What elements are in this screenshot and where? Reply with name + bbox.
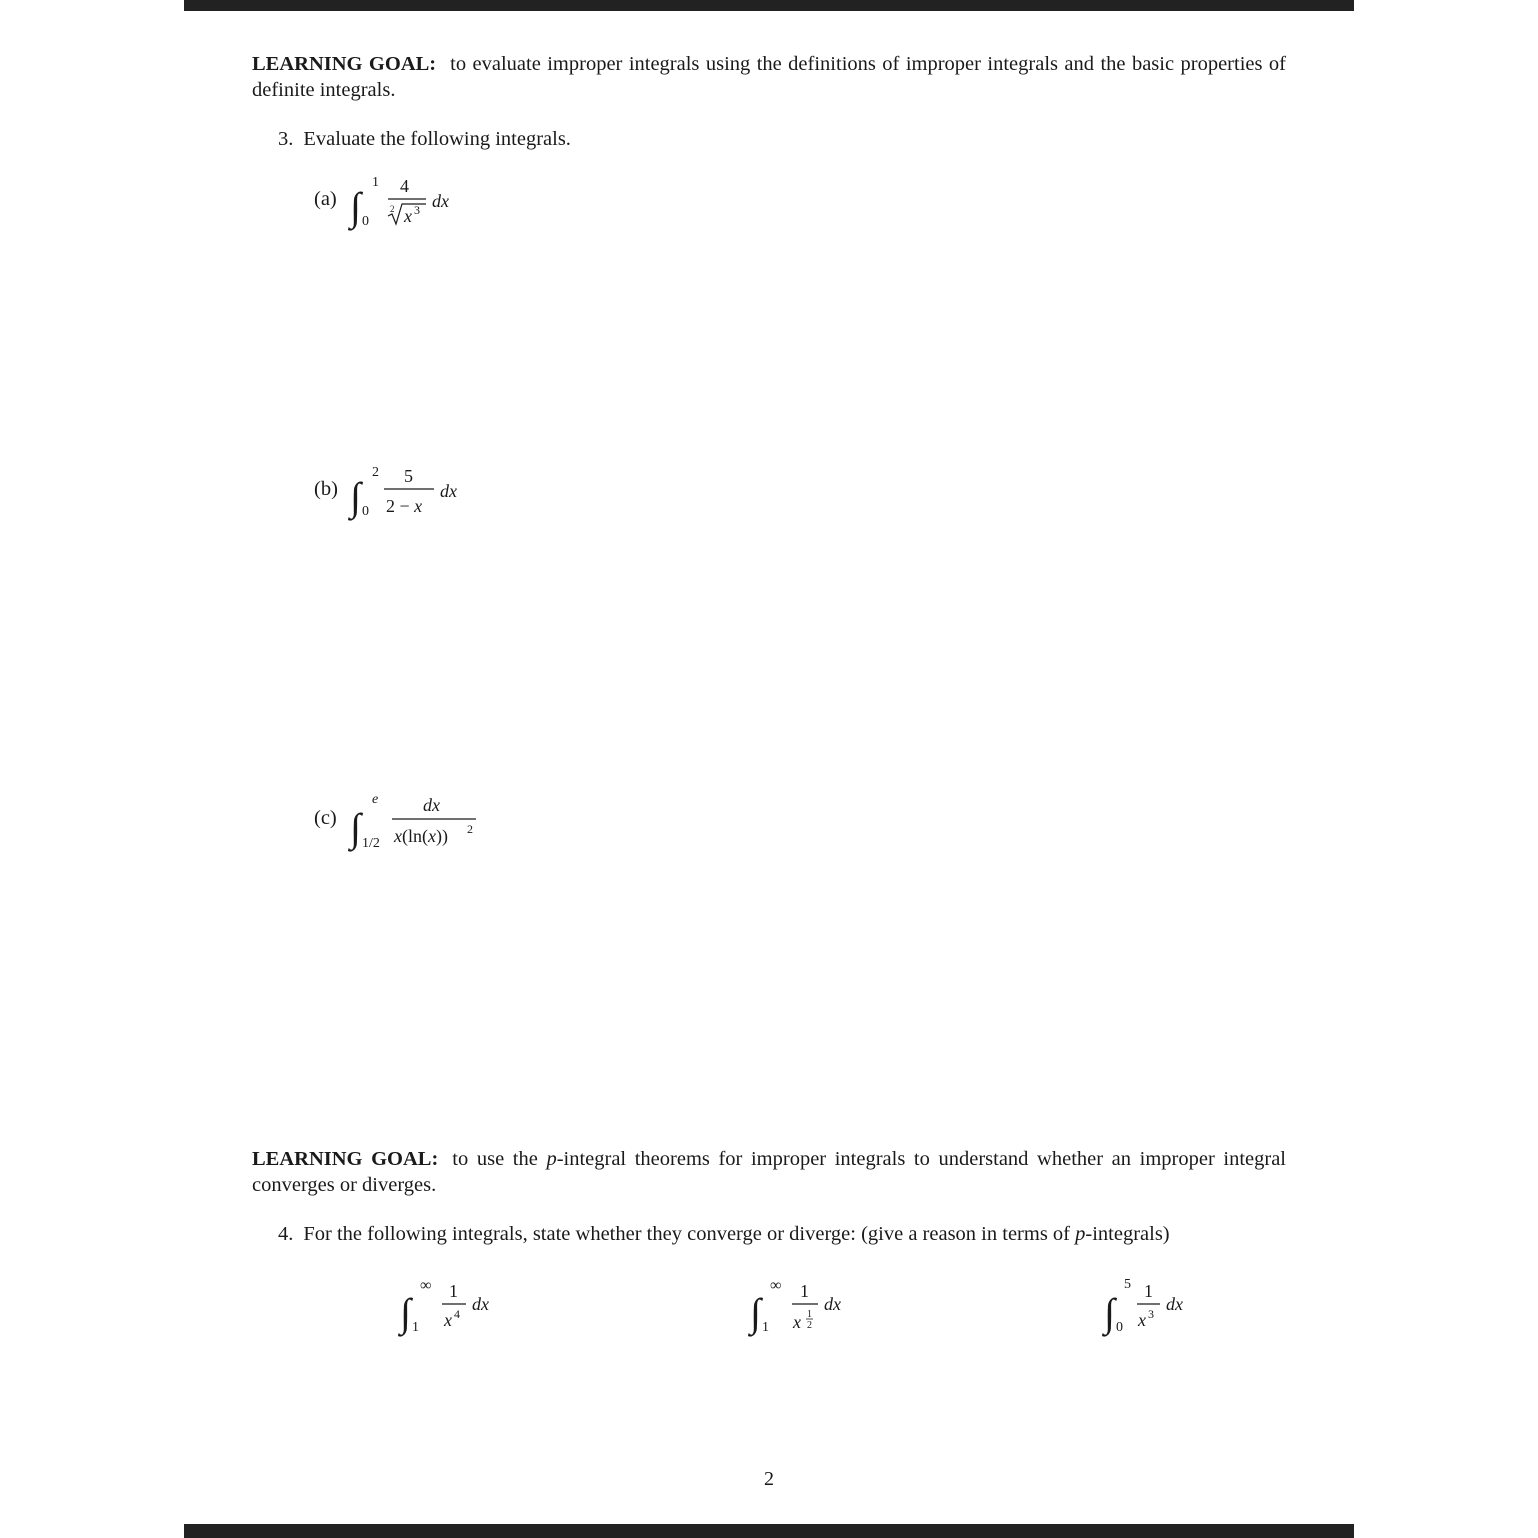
p-integral-2-differential: dx (824, 1294, 841, 1314)
integral-a-numerator: 4 (400, 176, 409, 196)
learning-goal-2 (252, 1147, 1286, 1198)
question-4-number: 4. (278, 1223, 294, 1245)
question-4-text-p: p (1075, 1223, 1086, 1245)
p-integral-1-base: x (444, 1310, 452, 1330)
integral-c (346, 785, 496, 855)
bottom-border (184, 1524, 1354, 1538)
integral-sign-icon: ∫ (350, 474, 361, 519)
p-integral-2 (748, 1272, 868, 1336)
p-integral-3-upper: 5 (1124, 1277, 1131, 1292)
root-index: 2 (390, 204, 395, 214)
integral-c-denominator: x(ln(x)) (394, 826, 448, 846)
integral-b-differential: dx (440, 481, 457, 501)
question-3-number: 3. (278, 128, 294, 150)
integral-b-denominator: 2 − x (386, 496, 423, 516)
p-integral-1-exponent: 4 (454, 1307, 460, 1321)
part-a-label: (a) (314, 188, 337, 210)
integral-sign-icon: ∫ (350, 805, 361, 850)
p-integral-2-exponent-denominator: 2 (807, 1320, 812, 1331)
integral-c-numerator: dx (423, 795, 440, 815)
p-integral-1-differential: dx (472, 1294, 489, 1314)
p-integral-3-differential: dx (1166, 1294, 1183, 1314)
question-4-text-before: For the following integrals, state whether they converge or diverge: (give a reason in terms of (303, 1223, 1076, 1245)
learning-goal-2-text-before: to use the (452, 1148, 547, 1170)
question-4 (278, 1222, 1170, 1247)
p-integral-1-lower: 1 (412, 1320, 419, 1335)
p-integral-2-exponent-numerator: 1 (807, 1309, 812, 1320)
p-integral-3-exponent: 3 (1148, 1307, 1154, 1321)
integral-sign-icon: ∫ (1104, 1290, 1115, 1335)
integral-b (346, 458, 496, 522)
question-3 (278, 127, 571, 152)
integral-a-radicand-exponent: 3 (414, 203, 420, 217)
question-3-text: Evaluate the following integrals. (303, 128, 571, 150)
learning-goal-1-text: to evaluate improper integrals using the definitions of improper integrals and the basic properties of definite integrals. (252, 53, 1286, 101)
integral-b-numerator: 5 (404, 466, 413, 486)
integral-a-differential: dx (432, 191, 449, 211)
learning-goal-2-text-after: -integral theorems for improper integrals to understand whether an improper integral converges or diverges. (252, 1148, 1286, 1196)
learning-goal-1-label: LEARNING GOAL: (252, 53, 437, 75)
p-integral-1-upper: ∞ (420, 1277, 432, 1294)
integral-sign-icon: ∫ (750, 1290, 761, 1335)
integral-sign-icon: ∫ (400, 1290, 411, 1335)
learning-goal-1 (252, 52, 1286, 103)
integral-a-upper: 1 (372, 175, 379, 190)
integral-c-lower: 1/2 (362, 836, 380, 851)
integral-sign-icon: ∫ (350, 184, 361, 229)
learning-goal-2-label: LEARNING GOAL: (252, 1148, 439, 1170)
p-integral-2-upper: ∞ (770, 1277, 782, 1294)
learning-goal-2-text-p: p (546, 1148, 557, 1170)
p-integral-3-lower: 0 (1116, 1320, 1123, 1335)
p-integral-2-numerator: 1 (800, 1281, 809, 1301)
integral-c-denominator-exponent: 2 (467, 822, 473, 836)
integral-c-upper: e (372, 792, 379, 807)
integral-b-lower: 0 (362, 504, 369, 519)
integral-a-radicand: x (404, 206, 412, 226)
question-4-text-after: -integrals) (1085, 1223, 1170, 1245)
p-integral-1 (398, 1272, 518, 1336)
p-integral-2-base: x (793, 1312, 801, 1332)
integral-a (346, 168, 476, 232)
integral-b-upper: 2 (372, 465, 379, 480)
top-border (184, 0, 1354, 11)
p-integral-2-lower: 1 (762, 1320, 769, 1335)
part-b-label: (b) (314, 478, 338, 500)
integral-a-lower: 0 (362, 214, 369, 229)
p-integral-1-numerator: 1 (449, 1281, 458, 1301)
p-integral-3 (1102, 1272, 1222, 1336)
p-integral-3-numerator: 1 (1144, 1281, 1153, 1301)
part-c-label: (c) (314, 807, 337, 829)
p-integral-3-base: x (1138, 1310, 1146, 1330)
page-number: 2 (764, 1468, 774, 1490)
